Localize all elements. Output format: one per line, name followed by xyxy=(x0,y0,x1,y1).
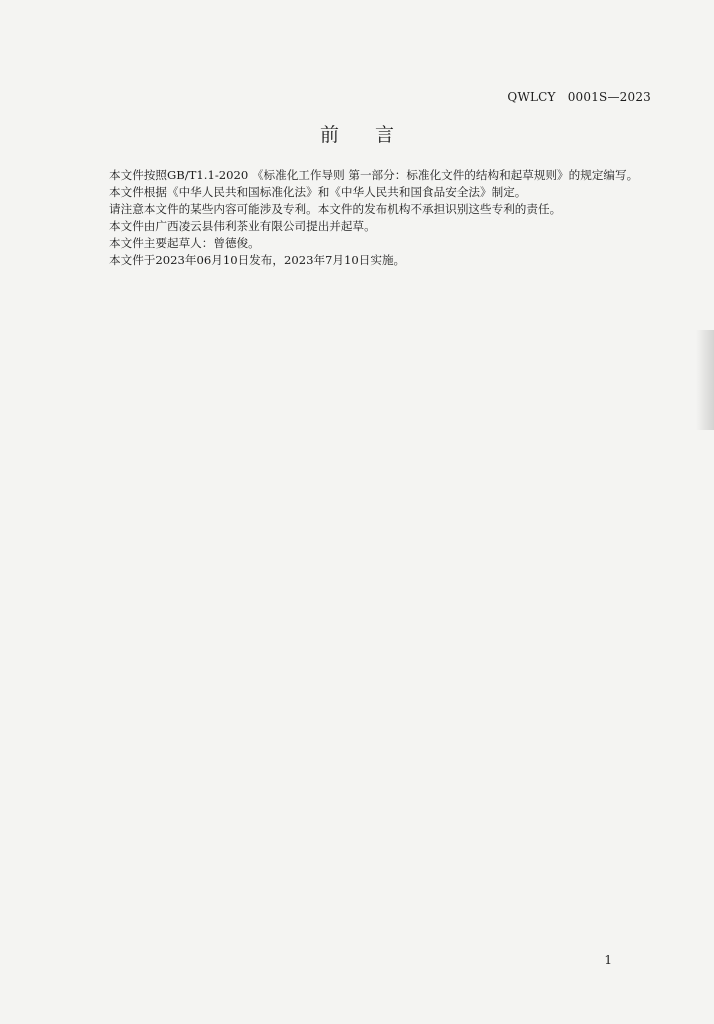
foreword-body xyxy=(86,167,656,269)
paragraph-patent-notice: 请注意本文件的某些内容可能涉及专利。本文件的发布机构不承担识别这些专利的责任。 xyxy=(109,202,562,216)
scan-shadow xyxy=(696,330,714,430)
paragraph-legal-basis: 本文件根据《中华人民共和国标准化法》和《中华人民共和国食品安全法》制定。 xyxy=(109,185,527,199)
paragraph-drafting-rules: 本文件按照GB/T1.1-2020 《标准化工作导则 第一部分：标准化文件的结构和起草规则》的规定编写。 xyxy=(109,168,639,182)
paragraph-dates: 本文件于2023年06月10日发布，2023年7月10日实施。 xyxy=(109,253,406,267)
page-title: 前言 xyxy=(319,124,430,146)
paragraph-proposer: 本文件由广西凌云县伟利茶业有限公司提出并起草。 xyxy=(109,219,376,233)
document-code: QWLCY 0001S—2023 xyxy=(507,90,651,104)
paragraph-drafter: 本文件主要起草人：曾德俊。 xyxy=(109,236,260,250)
page-number: 1 xyxy=(604,953,612,967)
